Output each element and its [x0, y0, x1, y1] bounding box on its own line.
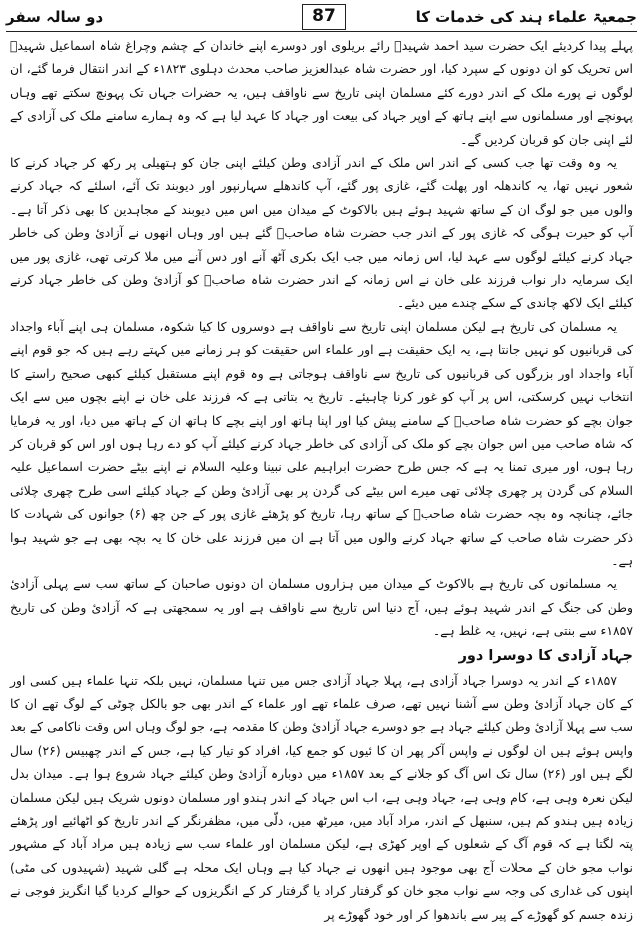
running-title-right: جمعیۃ علماء ہند کی خدمات کا [415, 8, 637, 26]
paragraph: یہ وہ وقت تھا جب کسی کے اندر اس ملک کے اندر آزادی وطن کیلئے اپنی جان کو ہتھیلی پر رکھ کر جہاد کرنے کا شعور نہیں تھا، یہ کاندھلہ اور پھلت گئے، غازی پور گئے، آپ کاندھلے سہارنپور اور دیوبند تک آئے، اسلئے کہ جہاد کرنے والوں میں جو لوگ ان کے ساتھ شہید ہوئے ہیں بالاکوٹ کے میدان میں اس میں دیوبند کے مجاہدین کا بھی ذکر آتا ہے۔ آپ کو حیرت ہوگی کہ غازی پور کے اندر جب حضرت شاہ صاحبؒ گئے ہیں اور وہاں انھوں نے آزادیٔ وطن کی خاطر جہاد کرنے کیلئے لوگوں سے عہد لیا، اس زمانہ میں جب ایک بکری آٹھ آنے اور دس آنے میں ملا کرتی تھی، غازی پور میں ایک سرمایہ دار نواب فرزند علی خان نے اس زمانہ کے اندر حضرت شاہ صاحبؒ کو آزادیٔ وطن کی خاطر جہاد کرنے کیلئے ایک لاکھ چاندی کے سکے چندے میں دیئے۔ [10, 155, 633, 311]
paragraph: پہلے پیدا کردیئے ایک حضرت سید احمد شہیدؒ رائے بریلوی اور دوسرے اپنے خاندان کے چشم وچراغ شاہ اسماعیل شہیدؒ اس تحریک کو ان دونوں کے سپرد کیا، اور حضرت شاہ عبدالعزیز صاحب محدث دہلوی ۱۸۲۳ء کے اندر انتقال فرما گئے، ان لوگوں نے پورے ملک کے اندر دورے کئے مسلمان اپنی تاریخ سے ناواقف ہیں، یہ حضرات جہاں تک پہونچ سکتے تھے وہاں پہونچے اور مسلمانوں سے اپنے ہاتھ کے اوپر جہاد کی بیعت اور جہاد کا عہد لیا ہے کہ وہ ہمارے سامنے ملک کی آزادی کے لئے اپنی جان کو قربان کردیں گے۔ [10, 38, 633, 147]
section-heading: جہاد آزادی کا دوسرا دور [458, 647, 633, 664]
running-title-left: دو سالہ سفر [6, 8, 104, 26]
page-body [10, 34, 633, 926]
page-number-box: 87 [302, 4, 346, 30]
header-divider [6, 31, 637, 32]
page-header [6, 4, 637, 30]
paragraph: یہ مسلمانوں کی تاریخ ہے بالاکوٹ کے میدان میں ہزاروں مسلمان ان دونوں صاحبان کے ساتھ سب سے پہلی آزادیٔ وطن کی جنگ کے اندر شہید ہوئے ہیں، آج دنیا اس تاریخ سے ناواقف ہے اور یہ سمجھتی ہے کہ آزادیٔ وطن کی تاریخ ۱۸۵۷ء سے بنتی ہے، نہیں، یہ غلط ہے۔ [10, 576, 633, 639]
paragraph: یہ مسلمان کی تاریخ ہے لیکن مسلمان اپنی تاریخ سے ناواقف ہے دوسروں کا کیا شکوہ، مسلمان ہی اپنے آباء واجداد کی قربانیوں کو نہیں جانتا ہے، یہ ایک حقیقت ہے اور علماء اس حقیقت کو ہر زمانے میں کہتے رہے ہیں کہ جو قوم اپنے آباء واجداد اور بزرگوں کی قربانیوں کی تاریخ سے ناواقف ہوجاتی ہے وہ قوم اپنے مستقبل کیلئے کبھی صحیح راستے کا انتخاب نہیں کرسکتی، اس پر آپ کو غور کرنا چاہیئے۔ تاریخ یہ بتاتی ہے کہ فرزند علی خان نے اپنے بچوں میں سے ایک جوان بچے کو حضرت شاہ صاحبؒ کے سامنے پیش کیا اور اپنا ہاتھ اور اپنے بچے کا ہاتھ ان کے ہاتھ میں دیا، اور یہ فرمایا کہ شاہ صاحب میں اس جوان بچے کو ملک کی آزادی کی خاطر جہاد کرنے کیلئے آپ کو دے رہا ہوں اور اس کو قربان کر رہا ہوں، اور میری تمنا یہ ہے کہ جس طرح حضرت ابراہیم علی نبینا وعلیہ السلام نے اپنے بیٹے حضرت اسماعیل علیہ السلام کی گردن پر چھری چلائی تھی میرے اس بیٹے کی گردن پر بھی آزادیٔ وطن کے جہاد کیلئے اسی طرح چھری چلائی جائے، چنانچہ وہ بچہ حضرت شاہ صاحبؒ کے ساتھ رہا، تاریخ کو پڑھئے غازی پور کے جن چھ (۶) جوانوں کی شہادت کا ذکر حضرت شاہ صاحب کے ساتھ جہاد کرنے والوں میں آتا ہے ان میں فرزند علی خان کا یہ بچہ بھی ہے جو شہید ہوا ہے۔ [10, 318, 633, 568]
paragraph: ۱۸۵۷ء کے اندر یہ دوسرا جہاد آزادی ہے، پہلا جہاد آزادی جس میں تنہا مسلمان، نہیں بلکہ تنہا علماء ہیں کسی اور کے کان جہاد آزادیٔ وطن سے آشنا نہیں تھے، صرف علماء تھے اور علماء کے اندر بھی جو بالکل چوٹی کے لوگ تھے ان کا سب سے پہلا آزادیٔ وطن کیلئے جہاد ہے جو دوسرے جہاد آزادیٔ وطن کا مقدمہ ہے، جو لوگ وہاں اس وقت ناکامی کے بعد واپس ہوئے ہیں ان لوگوں نے واپس آکر پھر ان کا ئیوں کو جمع کیا، افراد کو تیار کیا ہے، جس کے اندر چھبیس (۲۶) سال لگے ہیں اور (۲۶) سال تک اس آگ کو جلانے کے بعد ۱۸۵۷ء میں دوبارہ آزادیٔ وطن کیلئے جہاد شروع ہوا ہے۔ میدان بدل لیکن نعرہ وہی ہے، کام وہی ہے، جہاد وہی ہے، اب اس جہاد کے اندر ہندو اور مسلمان دونوں شریک ہیں لیکن مسلمان زیادہ ہیں ہندو کم ہیں، سنبھل کے اندر، مراد آباد میں، میرٹھ میں، دلّی میں، مظفرنگر کے اندر تاریخ کو اٹھائیے اور پڑھئے پتہ لگتا ہے کہ قوم آگ کے شعلوں کے اوپر کھڑی ہے، لیکن مسلمان اور علماء سب سے زیادہ ہیں مراد آباد کے مشہور نواب مجو خان کے محلات آج بھی موجود ہیں انھوں نے جہاد کیا ہے وہاں ایک محلہ ہے گلی شہید (شہیدوں کی مٹی) اپنوں کی غداری کی وجہ سے نواب مجو خان کو گرفتار کراد یا گرفتار کر کے انگریزوں کے حوالے کردیا گیا انگریز فوجی نے زندہ جسم کو گھوڑے کے پیر سے باندھوا کر اور خود گھوڑے پر [10, 672, 633, 922]
